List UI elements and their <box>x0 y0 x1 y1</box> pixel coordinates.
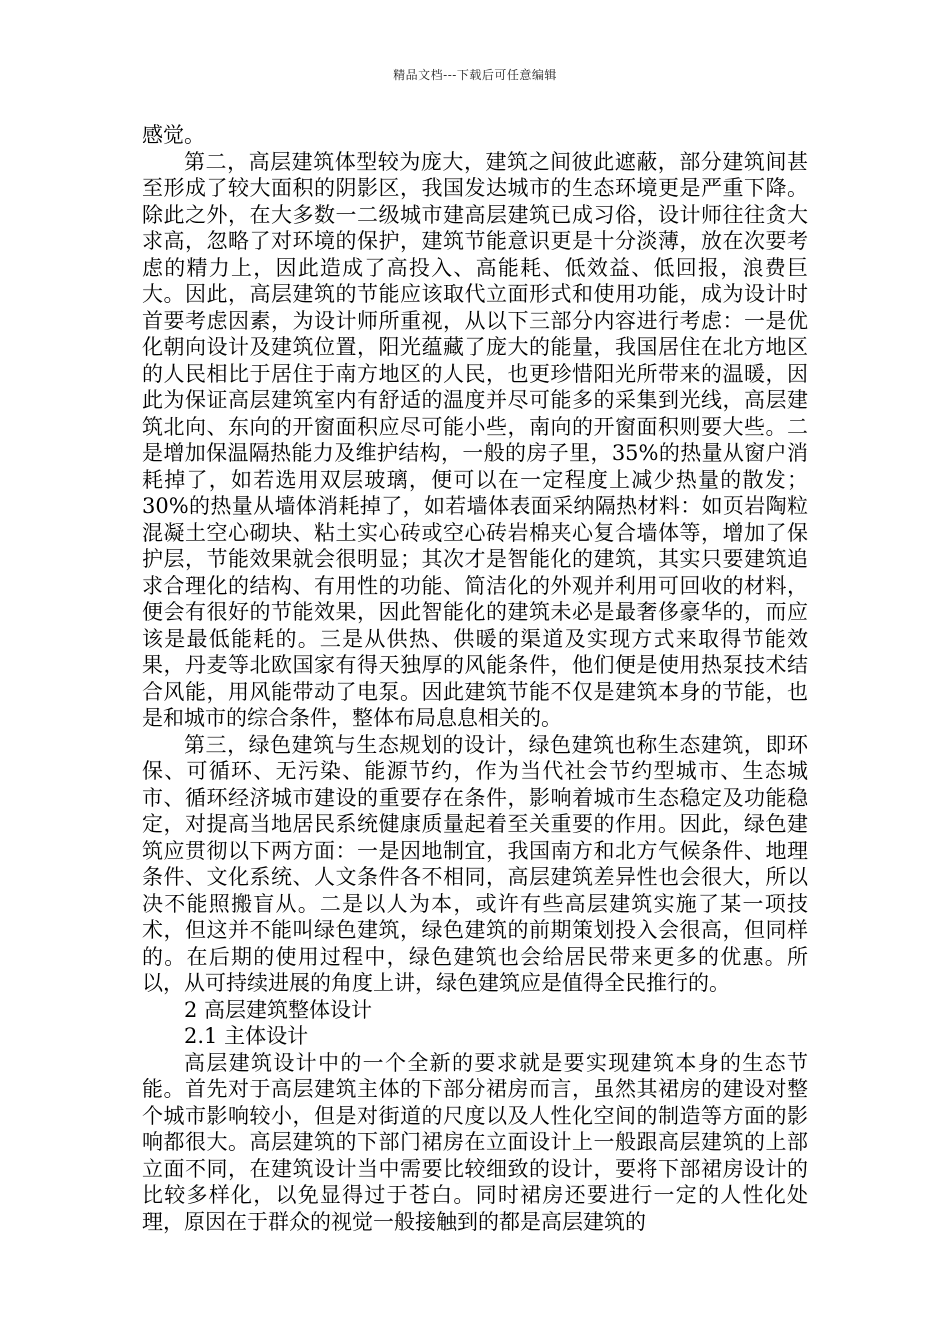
section-heading: 2 高层建筑整体设计 <box>184 997 373 1022</box>
paragraph-second-point: 第二，高层建筑体型较为庞大，建筑之间彼此遮蔽，部分建筑间甚至形成了较大面积的阴影区，我国发达城市的生态环境更是严重下降。除此之外，在大多数一二级城市建高层建筑已成习俗，设计师往往贪大求高，忽略了对环境的保护，建筑节能意识更是十分淡薄，放在次要考虑的精力上，因此造成了高投入、高能耗、低效益、低回报，浪费巨大。因此，高层建筑的节能应该取代立面形式和使用功能，成为设计时首要考虑因素，为设计师所重视，从以下三部分内容进行考虑：一是优化朝向设计及建筑位置，阳光蕴藏了庞大的能量，我国居住在北方地区的人民相比于居住于南方地区的人民，也更珍惜阳光所带来的温暖，因此为保证高层建筑室内有舒适的温度并尽可能多的采集到光线，高层建筑北向、东向的开窗面积应尽可能小些，南向的开窗面积则要大些。二是增加保温隔热能力及维护结构，一般的房子里，35%的热量从窗户消耗掉了，如若选用双层玻璃，便可以在一定程度上减少热量的散发；30%的热量从墙体消耗掉了，如若墙体表面采纳隔热材料：如页岩陶粒混凝土空心砌块、粘土实心砖或空心砖岩棉夹心复合墙体等，增加了保护层，节能效果就会很明显；其次才是智能化的建筑，其实只要建筑追求合理化的结构、有用性的功能、简洁化的外观并利用可回收的材料，便会有很好的节能效果，因此智能化的建筑未必是最奢侈豪华的，而应该是最低能耗的。三是从供热、供暖的渠道及实现方式来取得节能效果，丹麦等北欧国家有得天独厚的风能条件，他们便是使用热泵技术结合风能，用风能带动了电泵。因此建筑节能不仅是建筑本身的节能，也是和城市的综合条件，整体布局息息相关的。 <box>142 149 808 730</box>
paragraph-continuation: 感觉。 <box>142 123 205 147</box>
page-header: 精品文档---下载后可任意编辑 <box>393 68 557 82</box>
document-body <box>142 122 808 1235</box>
paragraph-third-point: 第三，绿色建筑与生态规划的设计，绿色建筑也称生态建筑，即环保、可循环、无污染、能源节约，作为当代社会节约型城市、生态城市、循环经济城市建设的重要存在条件，影响着城市生态稳定及功能稳定，对提高当地居民系统健康质量起着至关重要的作用。因此，绿色建筑应贯彻以下两方面：一是因地制宜，我国南方和北方气候条件、地理条件、文化系统、人文条件各不相同，高层建筑差异性也会很大，所以决不能照搬盲从。二是以人为本，或许有些高层建筑实施了某一项技术，但这并不能叫绿色建筑，绿色建筑的前期策划投入会很高，但同样的。在后期的使用过程中，绿色建筑也会给居民带来更多的优惠。所以，从可持续进展的角度上讲，绿色建筑应是值得全民推行的。 <box>142 732 808 995</box>
subsection-heading: 2.1 主体设计 <box>184 1024 309 1048</box>
paragraph-main-design: 高层建筑设计中的一个全新的要求就是要实现建筑本身的生态节能。首先对于高层建筑主体的下部分裙房而言，虽然其裙房的建设对整个城市影响较小，但是对街道的尺度以及人性化空间的制造等方面的影响都很大。高层建筑的下部门裙房在立面设计上一般跟高层建筑的上部立面不同，在建筑设计当中需要比较细致的设计，要将下部裙房设计的比较多样化，以免显得过于苍白。同时裙房还要进行一定的人性化处理，原因在于群众的视觉一般接触到的都是高层建筑的 <box>142 1050 808 1234</box>
